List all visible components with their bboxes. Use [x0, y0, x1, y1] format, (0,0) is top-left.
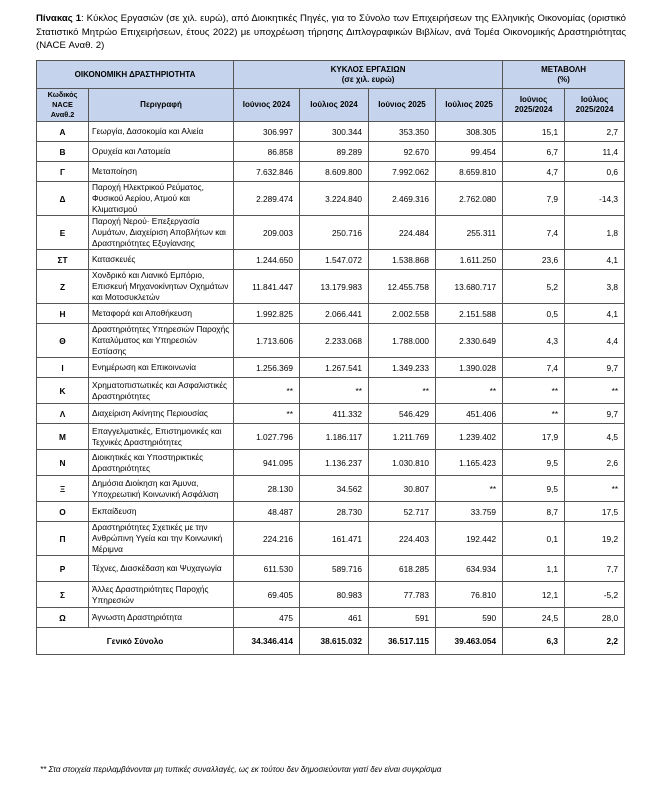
activity-description: Εκπαίδευση: [89, 502, 234, 522]
change-value: **: [565, 476, 625, 502]
nace-code: Ξ: [37, 476, 89, 502]
turnover-value: 13.179.983: [300, 270, 369, 304]
turnover-value: 353.350: [369, 122, 436, 142]
header-col: Ιούλιος 2024: [300, 89, 369, 122]
activity-description: Χρηματοπιστωτικές και Ασφαλιστικές Δραστηριότητες: [89, 378, 234, 404]
turnover-value: 1.547.072: [300, 250, 369, 270]
turnover-value: 89.289: [300, 142, 369, 162]
nace-code: Ι: [37, 358, 89, 378]
activity-description: Παροχή Νερού· Επεξεργασία Λυμάτων, Διαχείριση Αποβλήτων και Δραστηριότητες Εξυγίανσης: [89, 216, 234, 250]
change-value: 0,6: [565, 162, 625, 182]
table-row: [37, 450, 625, 476]
change-value: 4,1: [565, 304, 625, 324]
total-value: 38.615.032: [300, 628, 369, 655]
nace-code: Ω: [37, 608, 89, 628]
header-col: Ιούλιος 2025/2024: [565, 89, 625, 122]
turnover-value: 618.285: [369, 556, 436, 582]
table-row: [37, 424, 625, 450]
turnover-value: 634.934: [436, 556, 503, 582]
nace-code: Β: [37, 142, 89, 162]
nace-code: Θ: [37, 324, 89, 358]
change-value: 12,1: [503, 582, 565, 608]
change-value: 4,3: [503, 324, 565, 358]
header-col: Ιούνιος 2025/2024: [503, 89, 565, 122]
turnover-value: 48.487: [234, 502, 300, 522]
change-value: 0,1: [503, 522, 565, 556]
caption-prefix: Πίνακας 1: [36, 13, 82, 24]
table-row: [37, 270, 625, 304]
change-value: 9,7: [565, 358, 625, 378]
turnover-value: 591: [369, 608, 436, 628]
turnover-value: 590: [436, 608, 503, 628]
turnover-value: 52.717: [369, 502, 436, 522]
nace-code: Ζ: [37, 270, 89, 304]
turnover-value: 2.151.588: [436, 304, 503, 324]
turnover-value: 1.349.233: [369, 358, 436, 378]
nace-code: Μ: [37, 424, 89, 450]
header-turnover: ΚΥΚΛΟΣ ΕΡΓΑΣΙΩΝ (σε χιλ. ευρώ): [234, 61, 503, 89]
turnover-value: 1.256.369: [234, 358, 300, 378]
turnover-value: 1.030.810: [369, 450, 436, 476]
turnover-value: 2.469.316: [369, 182, 436, 216]
turnover-value: 3.224.840: [300, 182, 369, 216]
turnover-value: 11.841.447: [234, 270, 300, 304]
turnover-value: 28.730: [300, 502, 369, 522]
turnover-value: 1.244.650: [234, 250, 300, 270]
table-row: [37, 250, 625, 270]
header-col: Ιούλιος 2025: [436, 89, 503, 122]
table-row: [37, 304, 625, 324]
activity-description: Δραστηριότητες Σχετικές με την Ανθρώπινη Υγεία και την Κοινωνική Μέριμνα: [89, 522, 234, 556]
turnover-value: 1.788.000: [369, 324, 436, 358]
change-value: 2,7: [565, 122, 625, 142]
activity-description: Τέχνες, Διασκέδαση και Ψυχαγωγία: [89, 556, 234, 582]
change-value: 17,9: [503, 424, 565, 450]
turnover-value: 475: [234, 608, 300, 628]
table-row: [37, 324, 625, 358]
turnover-value: 76.810: [436, 582, 503, 608]
nace-code: Ν: [37, 450, 89, 476]
turnover-value: **: [234, 404, 300, 424]
turnover-value: 224.484: [369, 216, 436, 250]
turnover-value: 7.632.846: [234, 162, 300, 182]
turnover-value: 2.066.441: [300, 304, 369, 324]
activity-description: Ορυχεία και Λατομεία: [89, 142, 234, 162]
nace-code: Ο: [37, 502, 89, 522]
table-row: [37, 122, 625, 142]
turnover-value: 451.406: [436, 404, 503, 424]
activity-description: Επαγγελματικές, Επιστημονικές και Τεχνικές Δραστηριότητες: [89, 424, 234, 450]
header-col: Ιούνιος 2024: [234, 89, 300, 122]
activity-description: Παροχή Ηλεκτρικού Ρεύματος, Φυσικού Αερίου, Ατμού και Κλιματισμού: [89, 182, 234, 216]
turnover-value: 941.095: [234, 450, 300, 476]
change-value: 24,5: [503, 608, 565, 628]
nace-code: Ρ: [37, 556, 89, 582]
turnover-value: **: [369, 378, 436, 404]
nace-code: Π: [37, 522, 89, 556]
header-description: Περιγραφή: [89, 89, 234, 122]
turnover-value: 1.165.423: [436, 450, 503, 476]
table-row: [37, 582, 625, 608]
change-value: -5,2: [565, 582, 625, 608]
table-row: [37, 476, 625, 502]
turnover-value: 2.002.558: [369, 304, 436, 324]
turnover-value: 77.783: [369, 582, 436, 608]
turnover-value: 1.239.402: [436, 424, 503, 450]
table-caption: [36, 12, 626, 53]
table-row: [37, 522, 625, 556]
nace-code: Δ: [37, 182, 89, 216]
change-value: 4,1: [565, 250, 625, 270]
change-value: 7,9: [503, 182, 565, 216]
header-activity: ΟΙΚΟΝΟΜΙΚΗ ΔΡΑΣΤΗΡΙΟΤΗΤΑ: [37, 61, 234, 89]
change-value: **: [503, 404, 565, 424]
turnover-value: 461: [300, 608, 369, 628]
nace-code: Η: [37, 304, 89, 324]
change-value: 0,5: [503, 304, 565, 324]
change-value: 1,1: [503, 556, 565, 582]
activity-description: Ενημέρωση και Επικοινωνία: [89, 358, 234, 378]
nace-code: Γ: [37, 162, 89, 182]
turnover-value: 306.997: [234, 122, 300, 142]
turnover-value: 30.807: [369, 476, 436, 502]
turnover-value: 589.716: [300, 556, 369, 582]
table-row: [37, 358, 625, 378]
nace-code: ΣΤ: [37, 250, 89, 270]
turnover-value: 2.330.649: [436, 324, 503, 358]
table-row: [37, 162, 625, 182]
nace-code: Α: [37, 122, 89, 142]
turnover-value: **: [300, 378, 369, 404]
change-value: 2,6: [565, 450, 625, 476]
activity-description: Μεταφορά και Αποθήκευση: [89, 304, 234, 324]
table-row: [37, 404, 625, 424]
change-value: 9,5: [503, 450, 565, 476]
table-row: [37, 182, 625, 216]
turnover-value: 611.530: [234, 556, 300, 582]
table-row: [37, 608, 625, 628]
change-value: 28,0: [565, 608, 625, 628]
turnover-value: 13.680.717: [436, 270, 503, 304]
activity-description: Άγνωστη Δραστηριότητα: [89, 608, 234, 628]
nace-code: Κ: [37, 378, 89, 404]
change-value: 4,4: [565, 324, 625, 358]
nace-code: Λ: [37, 404, 89, 424]
turnover-value: 8.659.810: [436, 162, 503, 182]
activity-description: Άλλες Δραστηριότητες Παροχής Υπηρεσιών: [89, 582, 234, 608]
turnover-value: 1.390.028: [436, 358, 503, 378]
change-value: 7,4: [503, 216, 565, 250]
total-value: 36.517.115: [369, 628, 436, 655]
nace-code: Ε: [37, 216, 89, 250]
total-value: 39.463.054: [436, 628, 503, 655]
footnote: ** Στα στοιχεία περιλαμβάνονται μη τυπικές συναλλαγές, ως εκ τούτου δεν δημοσιεύονται γιατί δεν είναι συγκρίσιμα: [40, 765, 442, 774]
change-value: 23,6: [503, 250, 565, 270]
activity-description: Δημόσια Διοίκηση και Άμυνα, Υποχρεωτική Κοινωνική Ασφάλιση: [89, 476, 234, 502]
turnover-value: 1.186.117: [300, 424, 369, 450]
turnover-value: 28.130: [234, 476, 300, 502]
total-value: 34.346.414: [234, 628, 300, 655]
turnover-value: **: [436, 476, 503, 502]
turnover-value: 308.305: [436, 122, 503, 142]
turnover-value: 1.027.796: [234, 424, 300, 450]
change-value: 4,7: [503, 162, 565, 182]
turnover-value: 161.471: [300, 522, 369, 556]
header-code: Κωδικός NACE Αναθ.2: [37, 89, 89, 122]
turnover-value: 300.344: [300, 122, 369, 142]
total-value: 2,2: [565, 628, 625, 655]
turnover-value: **: [436, 378, 503, 404]
total-label: Γενικό Σύνολο: [37, 628, 234, 655]
turnover-value: 80.983: [300, 582, 369, 608]
table-row: [37, 216, 625, 250]
activity-description: Διαχείριση Ακίνητης Περιουσίας: [89, 404, 234, 424]
activity-description: Μεταποίηση: [89, 162, 234, 182]
activity-description: Γεωργία, Δασοκομία και Αλιεία: [89, 122, 234, 142]
change-value: 17,5: [565, 502, 625, 522]
turnover-value: 7.992.062: [369, 162, 436, 182]
table-row: [37, 142, 625, 162]
turnover-value: 546.429: [369, 404, 436, 424]
table-row: [37, 502, 625, 522]
change-value: 7,7: [565, 556, 625, 582]
change-value: 4,5: [565, 424, 625, 450]
total-row: [37, 628, 625, 655]
table-row: [37, 378, 625, 404]
turnover-value: 1.136.237: [300, 450, 369, 476]
turnover-table: [36, 60, 625, 655]
change-value: **: [503, 378, 565, 404]
turnover-value: 1.713.606: [234, 324, 300, 358]
turnover-value: **: [234, 378, 300, 404]
header-col: Ιούνιος 2025: [369, 89, 436, 122]
turnover-value: 33.759: [436, 502, 503, 522]
activity-description: Δραστηριότητες Υπηρεσιών Παροχής Καταλύματος και Υπηρεσιών Εστίασης: [89, 324, 234, 358]
change-value: 1,8: [565, 216, 625, 250]
activity-description: Κατασκευές: [89, 250, 234, 270]
change-value: 6,7: [503, 142, 565, 162]
change-value: 19,2: [565, 522, 625, 556]
turnover-value: 411.332: [300, 404, 369, 424]
change-value: **: [565, 378, 625, 404]
change-value: 7,4: [503, 358, 565, 378]
turnover-value: 1.538.868: [369, 250, 436, 270]
turnover-value: 1.992.825: [234, 304, 300, 324]
change-value: 9,7: [565, 404, 625, 424]
turnover-value: 86.858: [234, 142, 300, 162]
change-value: -14,3: [565, 182, 625, 216]
activity-description: Διοικητικές και Υποστηρικτικές Δραστηριότητες: [89, 450, 234, 476]
turnover-value: 224.216: [234, 522, 300, 556]
change-value: 3,8: [565, 270, 625, 304]
nace-code: Σ: [37, 582, 89, 608]
turnover-value: 2.289.474: [234, 182, 300, 216]
activity-description: Χονδρικό και Λιανικό Εμπόριο, Επισκευή Μηχανοκίνητων Οχημάτων και Μοτοσυκλετών: [89, 270, 234, 304]
turnover-value: 1.211.769: [369, 424, 436, 450]
turnover-value: 250.716: [300, 216, 369, 250]
turnover-value: 1.267.541: [300, 358, 369, 378]
change-value: 11,4: [565, 142, 625, 162]
turnover-value: 209.003: [234, 216, 300, 250]
header-change: ΜΕΤΑΒΟΛΗ (%): [503, 61, 625, 89]
turnover-value: 92.670: [369, 142, 436, 162]
caption-text: : Κύκλος Εργασιών (σε χιλ. ευρώ), από Διοικητικές Πηγές, για το Σύνολο των Επιχειρήσεων της Ελληνικής Οικονομίας (οριστικό Στατιστικό Μητρώο Επιχειρήσεων, έτους 2022) με υποχρέωση τήρησης Διπλογραφικών Βιβλίων, ανά Τομέα Οικονομικής Δραστηριότητας (NACE Αναθ. 2): [36, 13, 626, 51]
turnover-value: 99.454: [436, 142, 503, 162]
table-row: [37, 556, 625, 582]
change-value: 8,7: [503, 502, 565, 522]
change-value: 15,1: [503, 122, 565, 142]
change-value: 9,5: [503, 476, 565, 502]
total-value: 6,3: [503, 628, 565, 655]
turnover-value: 8.609.800: [300, 162, 369, 182]
turnover-value: 192.442: [436, 522, 503, 556]
turnover-value: 34.562: [300, 476, 369, 502]
turnover-value: 12.455.758: [369, 270, 436, 304]
turnover-value: 69.405: [234, 582, 300, 608]
turnover-value: 1.611.250: [436, 250, 503, 270]
table-body: [37, 122, 625, 628]
turnover-value: 255.311: [436, 216, 503, 250]
change-value: 5,2: [503, 270, 565, 304]
turnover-value: 224.403: [369, 522, 436, 556]
turnover-value: 2.233.068: [300, 324, 369, 358]
turnover-value: 2.762.080: [436, 182, 503, 216]
